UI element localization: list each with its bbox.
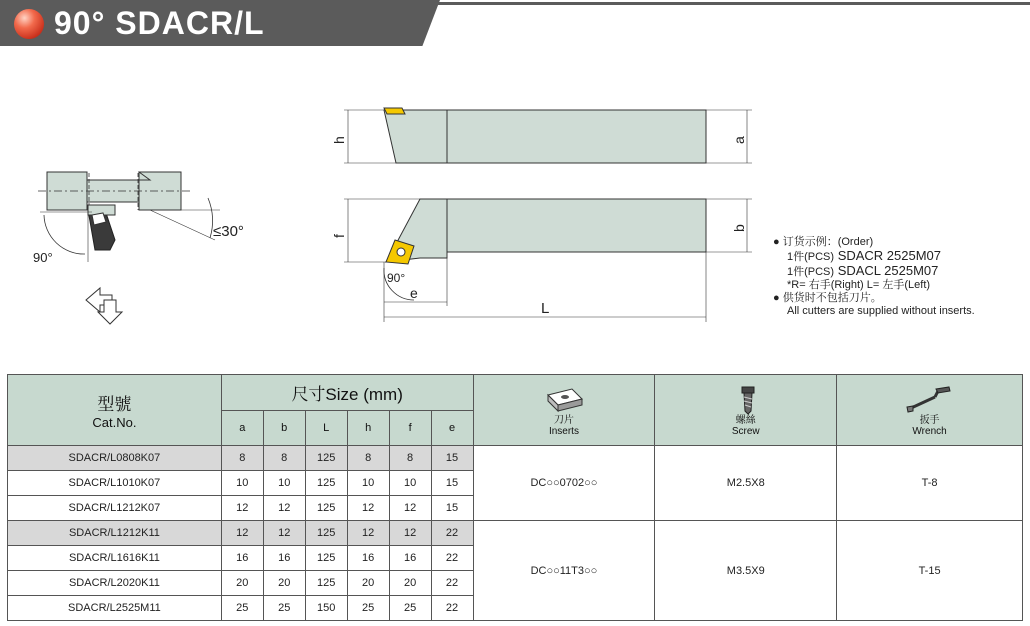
insert-icon: [542, 385, 586, 415]
screw-cell: M3.5X9: [655, 521, 837, 621]
value-cell: 10: [263, 471, 305, 496]
order-line-3: [787, 264, 975, 279]
model-cell: SDACR/L2020K11: [8, 571, 222, 596]
insert-piece: [88, 205, 115, 250]
value-cell: 10: [347, 471, 389, 496]
holder-top-view: [386, 199, 706, 264]
value-cell: 20: [221, 571, 263, 596]
column-header-e: e: [431, 410, 473, 446]
spec-table: [7, 374, 1023, 621]
order-line-2: [787, 249, 975, 264]
value-cell: 16: [347, 546, 389, 571]
wrench-header-cn: 扳手: [919, 415, 940, 426]
dim-e-label: e: [410, 285, 418, 301]
dim-b-label: b: [731, 224, 747, 232]
angle-arc: [44, 215, 85, 254]
value-cell: 15: [431, 496, 473, 521]
value-cell: 12: [347, 496, 389, 521]
value-cell: 125: [305, 546, 347, 571]
value-cell: 25: [221, 596, 263, 621]
dim-f-label: f: [331, 234, 347, 238]
value-cell: 12: [347, 521, 389, 546]
insert-cell: DC○○0702○○: [473, 446, 655, 521]
value-cell: 22: [431, 546, 473, 571]
screw-header: [655, 375, 837, 446]
value-cell: 20: [347, 571, 389, 596]
screw-header-cn: 螺絲: [735, 415, 756, 426]
value-cell: 16: [389, 546, 431, 571]
order-line-2-prefix: 1件(PCS): [787, 251, 835, 263]
wrench-icon: [905, 385, 955, 415]
order-line-4: *R= 右手(Right) L= 左手(Left): [787, 279, 931, 291]
order-line-3-code: SDACL 2525M07: [837, 263, 939, 278]
value-cell: 12: [389, 521, 431, 546]
model-cell: SDACR/L1212K11: [8, 521, 222, 546]
angle-arc: [208, 198, 213, 238]
value-cell: 12: [221, 521, 263, 546]
cat-no-header-en: Cat.No.: [92, 415, 137, 430]
column-header-f: f: [389, 410, 431, 446]
value-cell: 25: [389, 596, 431, 621]
wrench-header: [837, 375, 1023, 446]
model-cell: SDACR/L1616K11: [8, 546, 222, 571]
value-cell: 125: [305, 571, 347, 596]
wrench-cell: T-8: [837, 446, 1023, 521]
value-cell: 125: [305, 496, 347, 521]
order-line-1: ● 订货示例：(Order): [773, 236, 874, 248]
value-cell: 12: [389, 496, 431, 521]
value-cell: 10: [221, 471, 263, 496]
column-header-L: L: [305, 410, 347, 446]
value-cell: 20: [389, 571, 431, 596]
inserts-header: [473, 375, 655, 446]
table-row: [8, 521, 1023, 546]
column-header-h: h: [347, 410, 389, 446]
dim-line: [150, 210, 215, 240]
value-cell: 22: [431, 596, 473, 621]
column-header-a: a: [221, 410, 263, 446]
dim-a-label: a: [731, 136, 747, 144]
value-cell: 125: [305, 521, 347, 546]
order-line-5: ● 供货时不包括刀片。: [773, 292, 882, 304]
value-cell: 12: [263, 521, 305, 546]
value-cell: 16: [263, 546, 305, 571]
model-cell: SDACR/L1212K07: [8, 496, 222, 521]
column-header-b: b: [263, 410, 305, 446]
value-cell: 12: [221, 496, 263, 521]
inserts-header-cn: 刀片: [553, 415, 574, 426]
value-cell: 16: [221, 546, 263, 571]
left-angle-90-label: 90°: [33, 250, 53, 265]
order-info: [773, 236, 975, 318]
value-cell: 20: [263, 571, 305, 596]
value-cell: 22: [431, 521, 473, 546]
inserts-header-en: Inserts: [548, 426, 579, 437]
holder-side-view: [384, 108, 706, 163]
dim-L-label: L: [541, 300, 550, 317]
cat-no-header: [8, 375, 222, 446]
value-cell: 25: [263, 596, 305, 621]
screw-icon: [724, 385, 768, 415]
screw-cell: M2.5X8: [655, 446, 837, 521]
order-line-3-prefix: 1件(PCS): [787, 266, 835, 278]
value-cell: 15: [431, 446, 473, 471]
cat-no-header-cn: 型號: [97, 395, 132, 414]
direction-arrows-icon: [86, 288, 122, 324]
value-cell: 22: [431, 571, 473, 596]
screw-header-en: Screw: [731, 426, 760, 437]
model-cell: SDACR/L1010K07: [8, 471, 222, 496]
value-cell: 12: [263, 496, 305, 521]
value-cell: 125: [305, 446, 347, 471]
dim-h-label: h: [331, 136, 347, 144]
main-angle-90-label: 90°: [387, 271, 406, 285]
value-cell: 8: [389, 446, 431, 471]
size-header: 尺寸Size (mm): [221, 375, 473, 411]
insert-cell: DC○○11T3○○: [473, 521, 655, 621]
value-cell: 25: [347, 596, 389, 621]
wrench-header-en: Wrench: [912, 426, 947, 437]
value-cell: 8: [263, 446, 305, 471]
value-cell: 125: [305, 471, 347, 496]
table-row: [8, 446, 1023, 471]
value-cell: 150: [305, 596, 347, 621]
value-cell: 8: [347, 446, 389, 471]
order-line-2-code: SDACR 2525M07: [837, 248, 942, 263]
value-cell: 15: [431, 471, 473, 496]
wrench-cell: T-15: [837, 521, 1023, 621]
value-cell: 10: [389, 471, 431, 496]
value-cell: 8: [221, 446, 263, 471]
page-title: 90° SDACR/L: [54, 5, 265, 41]
order-line-6: All cutters are supplied without inserts.: [787, 305, 975, 317]
model-cell: SDACR/L0808K07: [8, 446, 222, 471]
model-cell: SDACR/L2525M11: [8, 596, 222, 621]
left-angle-30-label: ≤30°: [213, 223, 244, 240]
